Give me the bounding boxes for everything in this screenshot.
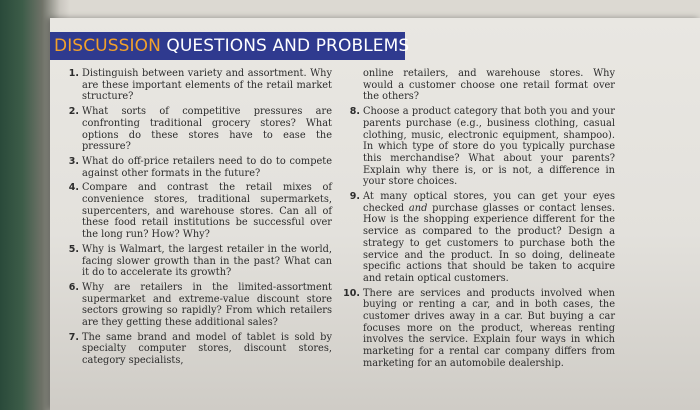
question-4	[62, 182, 332, 241]
question-10	[343, 288, 615, 370]
question-text: Why is Walmart, the largest retailer in the world, facing slower growth than in the past? What can it do to accelerate its growth?	[82, 243, 332, 279]
question-text: Why are retailers in the limited-assortment supermarket and extreme-value discount store sectors growing so rapidly? From which retailers are they getting these additional sales?	[82, 281, 332, 329]
question-number: 4.	[68, 182, 79, 194]
question-number: 5.	[68, 243, 79, 255]
question-text-lead: At many optical stores, you can get your eyes checked	[363, 191, 615, 214]
question-number: 7.	[68, 331, 79, 343]
question-2	[62, 106, 332, 153]
question-9	[343, 191, 615, 285]
question-number: 6.	[68, 281, 79, 293]
question-1	[62, 68, 332, 103]
question-text: Compare and contrast the retail mixes of convenience stores, traditional supermarkets, supercenters, and warehouse stores. Can all of these food retail institutions be successful over the long run? How? Why?	[82, 182, 332, 241]
section-title-accent: DISCUSSION	[54, 36, 161, 56]
question-number: 2.	[68, 106, 79, 118]
question-text: There are services and products involved when buying or renting a car, and in both cases, the customer drives away in a car. But buying a car focuses more on the product, whereas renting involves the service. Explain four ways in which marketing for a rental car company differs from marketing for an automobile dealership.	[363, 287, 615, 369]
question-text: What do off-price retailers need to do to compete against other formats in the future?	[82, 155, 332, 179]
question-number: 9.	[349, 191, 360, 203]
textbook-page	[50, 18, 700, 410]
question-text: The same brand and model of tablet is sold by specialty computer stores, discount stores, category specialists,	[82, 331, 332, 367]
question-text-emphasis: and	[408, 202, 428, 214]
section-title	[54, 32, 409, 60]
question-text: What sorts of competitive pressures are confronting traditional grocery stores? What options do these stores have to ease the pressure?	[82, 106, 332, 153]
question-number: 3.	[68, 155, 79, 167]
question-5	[62, 244, 332, 279]
question-text: Choose a product category that both you and your parents purchase (e.g., business clothing, casual clothing, music, electronic equipment, shampoo). In which type of store do you typically purchase this merchandise? What about your parents? Explain why there is, or is not, a difference in your store choices.	[363, 106, 615, 188]
question-text: Distinguish between variety and assortment. Why are these important elements of the retail market structure?	[82, 68, 332, 103]
question-number: 8.	[349, 106, 360, 118]
question-number: 10.	[343, 287, 360, 299]
question-8	[343, 106, 615, 188]
right-column	[343, 68, 615, 373]
question-6	[62, 282, 332, 329]
left-column	[62, 68, 332, 370]
question-7	[62, 332, 332, 367]
question-number: 1.	[68, 68, 79, 79]
question-text-tail: purchase glasses or contact lenses. How is the shopping experience different for the service as compared to the product? Design a strategy to get customers to purchase both the service and the product. In so doing, delineate specific actions that should be taken to acquire and retain optical customers.	[363, 202, 616, 284]
question-7-continuation: online retailers, and warehouse stores. Why would a customer choose one retail format over the others?	[363, 68, 615, 103]
question-3	[62, 156, 332, 179]
section-title-rest: QUESTIONS AND PROBLEMS	[160, 36, 410, 56]
